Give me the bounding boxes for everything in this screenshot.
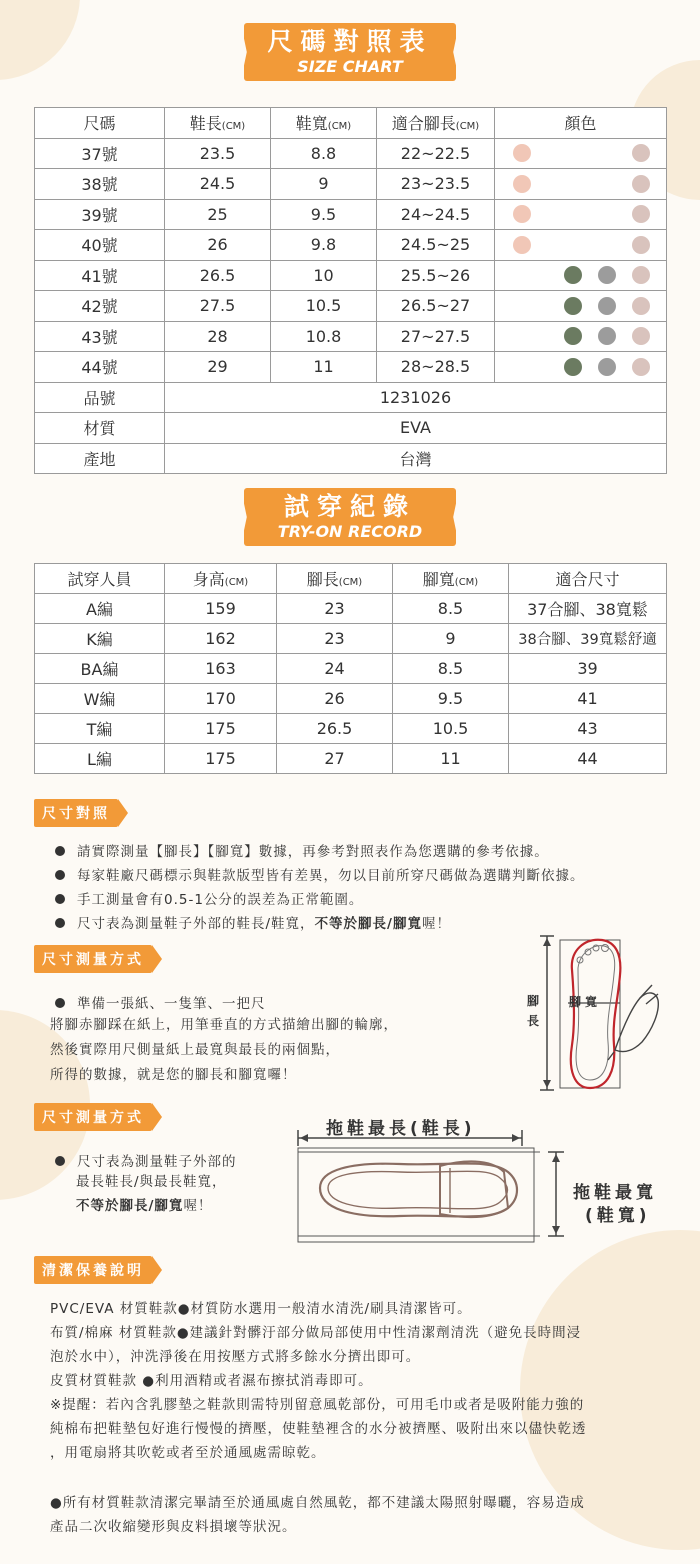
slipper-length-label: 拖鞋最長(鞋長)	[326, 1119, 476, 1139]
info-value: EVA	[165, 413, 667, 444]
cell-foot: 26.5~27	[377, 291, 495, 322]
cell-name: BA編	[35, 654, 165, 684]
measure-foot-line-2: 然後實際用尺側量紙上最寬與最長的兩個點，	[50, 1042, 340, 1058]
try-on-banner	[0, 487, 700, 547]
cell-length: 27.5	[165, 291, 271, 322]
table-row	[35, 624, 667, 654]
color-swatch	[564, 358, 582, 376]
info-label: 產地	[35, 443, 165, 474]
measure-foot-line-3: 所得的數據，就是您的腳長和腳寬囉！	[50, 1067, 297, 1083]
table-row	[35, 230, 667, 261]
cell-foot: 23~23.5	[377, 169, 495, 200]
cell-colors	[495, 352, 667, 383]
try-on-subtitle: TRY-ON RECORD	[277, 522, 423, 541]
cell-colors	[495, 199, 667, 230]
care-final-1: ●所有材質鞋款清潔完畢請至於通風處自然風乾，都不建議太陽照射曝曬，容易造成	[50, 1495, 585, 1511]
cell-foot: 28~28.5	[377, 352, 495, 383]
foot-length-label-1: 腳	[527, 994, 540, 1008]
size-note-2: 每家鞋廠尺碼標示與鞋款版型皆有差異，勿以目前所穿尺碼做為選購判斷依據。	[55, 864, 585, 884]
cell-fit: 38合腳、39寬鬆舒適	[509, 624, 667, 654]
cell-length: 28	[165, 321, 271, 352]
info-row-origin	[35, 443, 667, 474]
cell-foot-width: 9.5	[393, 684, 509, 714]
info-value: 台灣	[165, 443, 667, 474]
header-size: 尺碼	[35, 108, 165, 139]
care-line-2: 布質/棉麻 材質鞋款●建議針對髒汙部分做局部使用中性清潔劑清洗（避免長時間浸	[50, 1325, 582, 1341]
cell-foot: 24.5~25	[377, 230, 495, 261]
color-swatch	[632, 205, 650, 223]
cell-height: 163	[165, 654, 277, 684]
measure-foot-bullet: 準備一張紙、一隻筆、一把尺	[55, 992, 266, 1012]
measure-foot-tag: 尺寸測量方式	[34, 945, 152, 973]
color-swatch	[632, 236, 650, 254]
cell-width: 9.5	[271, 199, 377, 230]
care-tag: 清潔保養說明	[34, 1256, 152, 1284]
cell-name: K編	[35, 624, 165, 654]
table-row	[35, 169, 667, 200]
size-chart-banner	[0, 22, 700, 82]
table-row	[35, 352, 667, 383]
table-row	[35, 594, 667, 624]
header-color: 顏色	[495, 108, 667, 139]
cell-foot-width: 11	[393, 744, 509, 774]
cell-size: 37號	[35, 138, 165, 169]
table-row	[35, 260, 667, 291]
color-swatch	[632, 358, 650, 376]
color-swatch	[598, 327, 616, 345]
cell-foot-width: 10.5	[393, 714, 509, 744]
measure-shoe-line-1: 尺寸表為測量鞋子外部的	[55, 1150, 237, 1170]
cell-length: 23.5	[165, 138, 271, 169]
color-swatch	[564, 297, 582, 315]
cell-foot-length: 26	[277, 684, 393, 714]
cell-size: 38號	[35, 169, 165, 200]
cell-size: 43號	[35, 321, 165, 352]
color-swatch	[564, 327, 582, 345]
measure-foot-line-1: 將腳赤腳踩在紙上，用筆垂直的方式描繪出腳的輪廓，	[50, 1017, 398, 1033]
info-row-material	[35, 413, 667, 444]
cell-foot-length: 23	[277, 624, 393, 654]
bullet-icon	[55, 870, 65, 880]
measure-shoe-line-2: 最長鞋長/與最長鞋寬，	[76, 1174, 227, 1190]
table-row	[35, 138, 667, 169]
bullet-icon	[55, 998, 65, 1008]
table-row	[35, 744, 667, 774]
cell-colors	[495, 291, 667, 322]
header-fit-size: 適合尺寸	[509, 564, 667, 594]
foot-length-label-2: 長	[527, 1014, 540, 1028]
size-chart-subtitle: SIZE CHART	[297, 57, 403, 76]
care-line-3: 泡於水中），沖洗淨後在用按壓方式將多餘水分擠出即可。	[50, 1349, 421, 1365]
cell-foot: 27~27.5	[377, 321, 495, 352]
cell-height: 175	[165, 744, 277, 774]
cell-size: 40號	[35, 230, 165, 261]
care-final-2: 產品二次收縮變形與皮料損壞等狀況。	[50, 1519, 297, 1535]
cell-size: 39號	[35, 199, 165, 230]
header-foot-length: 腳長(CM)	[277, 564, 393, 594]
cell-foot: 24~24.5	[377, 199, 495, 230]
cell-name: A編	[35, 594, 165, 624]
cell-colors	[495, 260, 667, 291]
cell-width: 8.8	[271, 138, 377, 169]
cell-foot-length: 27	[277, 744, 393, 774]
info-value: 1231026	[165, 382, 667, 413]
cell-foot-length: 23	[277, 594, 393, 624]
care-line-4: 皮質材質鞋款 ●利用酒精或者濕布擦拭消毒即可。	[50, 1373, 373, 1389]
color-swatch	[632, 297, 650, 315]
cell-colors	[495, 230, 667, 261]
cell-colors	[495, 138, 667, 169]
color-swatch	[632, 327, 650, 345]
measure-shoe-line-3: 不等於腳長/腳寬喔！	[76, 1198, 213, 1214]
cell-length: 26	[165, 230, 271, 261]
cell-fit: 41	[509, 684, 667, 714]
color-swatch	[598, 266, 616, 284]
care-line-5: ※提醒：若內含乳膠墊之鞋款則需特別留意風乾部份，可用毛巾或者是吸附能力強的	[50, 1397, 585, 1413]
color-swatch	[632, 144, 650, 162]
color-swatch	[513, 205, 531, 223]
table-row	[35, 291, 667, 322]
color-swatch	[513, 175, 531, 193]
table-row	[35, 684, 667, 714]
size-chart-title: 尺碼對照表	[267, 27, 433, 56]
cell-foot-length: 26.5	[277, 714, 393, 744]
size-notes-tag: 尺寸對照	[34, 799, 118, 827]
measure-shoe-tag: 尺寸測量方式	[34, 1103, 152, 1131]
size-chart-header-row	[35, 108, 667, 139]
table-row	[35, 714, 667, 744]
cell-width: 10.5	[271, 291, 377, 322]
cell-foot-width: 9	[393, 624, 509, 654]
cell-foot: 25.5~26	[377, 260, 495, 291]
cell-height: 159	[165, 594, 277, 624]
bullet-icon	[55, 918, 65, 928]
cell-foot-width: 8.5	[393, 654, 509, 684]
size-note-4: 尺寸表為測量鞋子外部的鞋長/鞋寬，不等於腳長/腳寬喔！	[55, 912, 451, 932]
color-swatch	[632, 266, 650, 284]
cell-size: 42號	[35, 291, 165, 322]
color-swatch	[513, 144, 531, 162]
slipper-width-label-1: 拖鞋最寬	[573, 1183, 657, 1203]
cell-fit: 44	[509, 744, 667, 774]
cell-name: T編	[35, 714, 165, 744]
cell-length: 29	[165, 352, 271, 383]
try-on-table	[34, 563, 667, 774]
cell-name: L編	[35, 744, 165, 774]
cell-size: 41號	[35, 260, 165, 291]
table-row	[35, 654, 667, 684]
cell-height: 175	[165, 714, 277, 744]
bullet-icon	[55, 846, 65, 856]
care-line-7: ，用電扇將其吹乾或者至於通風處需晾乾。	[50, 1445, 326, 1461]
header-shoe-length: 鞋長(CM)	[165, 108, 271, 139]
cell-width: 9	[271, 169, 377, 200]
cell-foot: 22~22.5	[377, 138, 495, 169]
try-on-header-row	[35, 564, 667, 594]
header-shoe-width: 鞋寬(CM)	[271, 108, 377, 139]
table-row	[35, 199, 667, 230]
bullet-icon	[55, 894, 65, 904]
cell-height: 162	[165, 624, 277, 654]
cell-colors	[495, 321, 667, 352]
header-foot-width: 腳寬(CM)	[393, 564, 509, 594]
cell-width: 10.8	[271, 321, 377, 352]
care-line-6: 純棉布把鞋墊包好進行慢慢的擠壓，使鞋墊裡含的水分被擠壓、吸附出來以儘快乾透	[50, 1421, 587, 1437]
care-line-1: PVC/EVA 材質鞋款●材質防水選用一般清水清洗/刷具清潔皆可。	[50, 1301, 472, 1317]
cell-foot-width: 8.5	[393, 594, 509, 624]
cell-fit: 37合腳、38寬鬆	[509, 594, 667, 624]
cell-fit: 43	[509, 714, 667, 744]
info-label: 材質	[35, 413, 165, 444]
foot-width-label: 腳寬	[569, 995, 602, 1009]
cell-size: 44號	[35, 352, 165, 383]
bullet-icon	[55, 1156, 65, 1166]
header-tester: 試穿人員	[35, 564, 165, 594]
color-swatch	[632, 175, 650, 193]
color-swatch	[598, 297, 616, 315]
info-row-item-no	[35, 382, 667, 413]
try-on-title: 試穿紀錄	[283, 492, 416, 521]
header-fit-foot-length: 適合腳長(CM)	[377, 108, 495, 139]
cell-length: 25	[165, 199, 271, 230]
size-note-1: 請實際測量【腳長】【腳寬】數據，再參考對照表作為您選購的參考依據。	[55, 840, 549, 860]
slipper-width-label-2: (鞋寬)	[585, 1206, 651, 1226]
slipper-illustration	[290, 1128, 580, 1244]
cell-width: 10	[271, 260, 377, 291]
color-swatch	[564, 266, 582, 284]
cell-fit: 39	[509, 654, 667, 684]
cell-width: 11	[271, 352, 377, 383]
info-label: 品號	[35, 382, 165, 413]
cell-height: 170	[165, 684, 277, 714]
cell-name: W編	[35, 684, 165, 714]
cell-colors	[495, 169, 667, 200]
size-chart-table	[34, 107, 667, 474]
header-height: 身高(CM)	[165, 564, 277, 594]
color-swatch	[598, 358, 616, 376]
color-swatch	[513, 236, 531, 254]
table-row	[35, 321, 667, 352]
cell-length: 24.5	[165, 169, 271, 200]
cell-width: 9.8	[271, 230, 377, 261]
foot-measure-illustration	[530, 930, 670, 1095]
size-note-3: 手工測量會有0.5-1公分的誤差為正常範圍。	[55, 888, 363, 908]
cell-foot-length: 24	[277, 654, 393, 684]
cell-length: 26.5	[165, 260, 271, 291]
